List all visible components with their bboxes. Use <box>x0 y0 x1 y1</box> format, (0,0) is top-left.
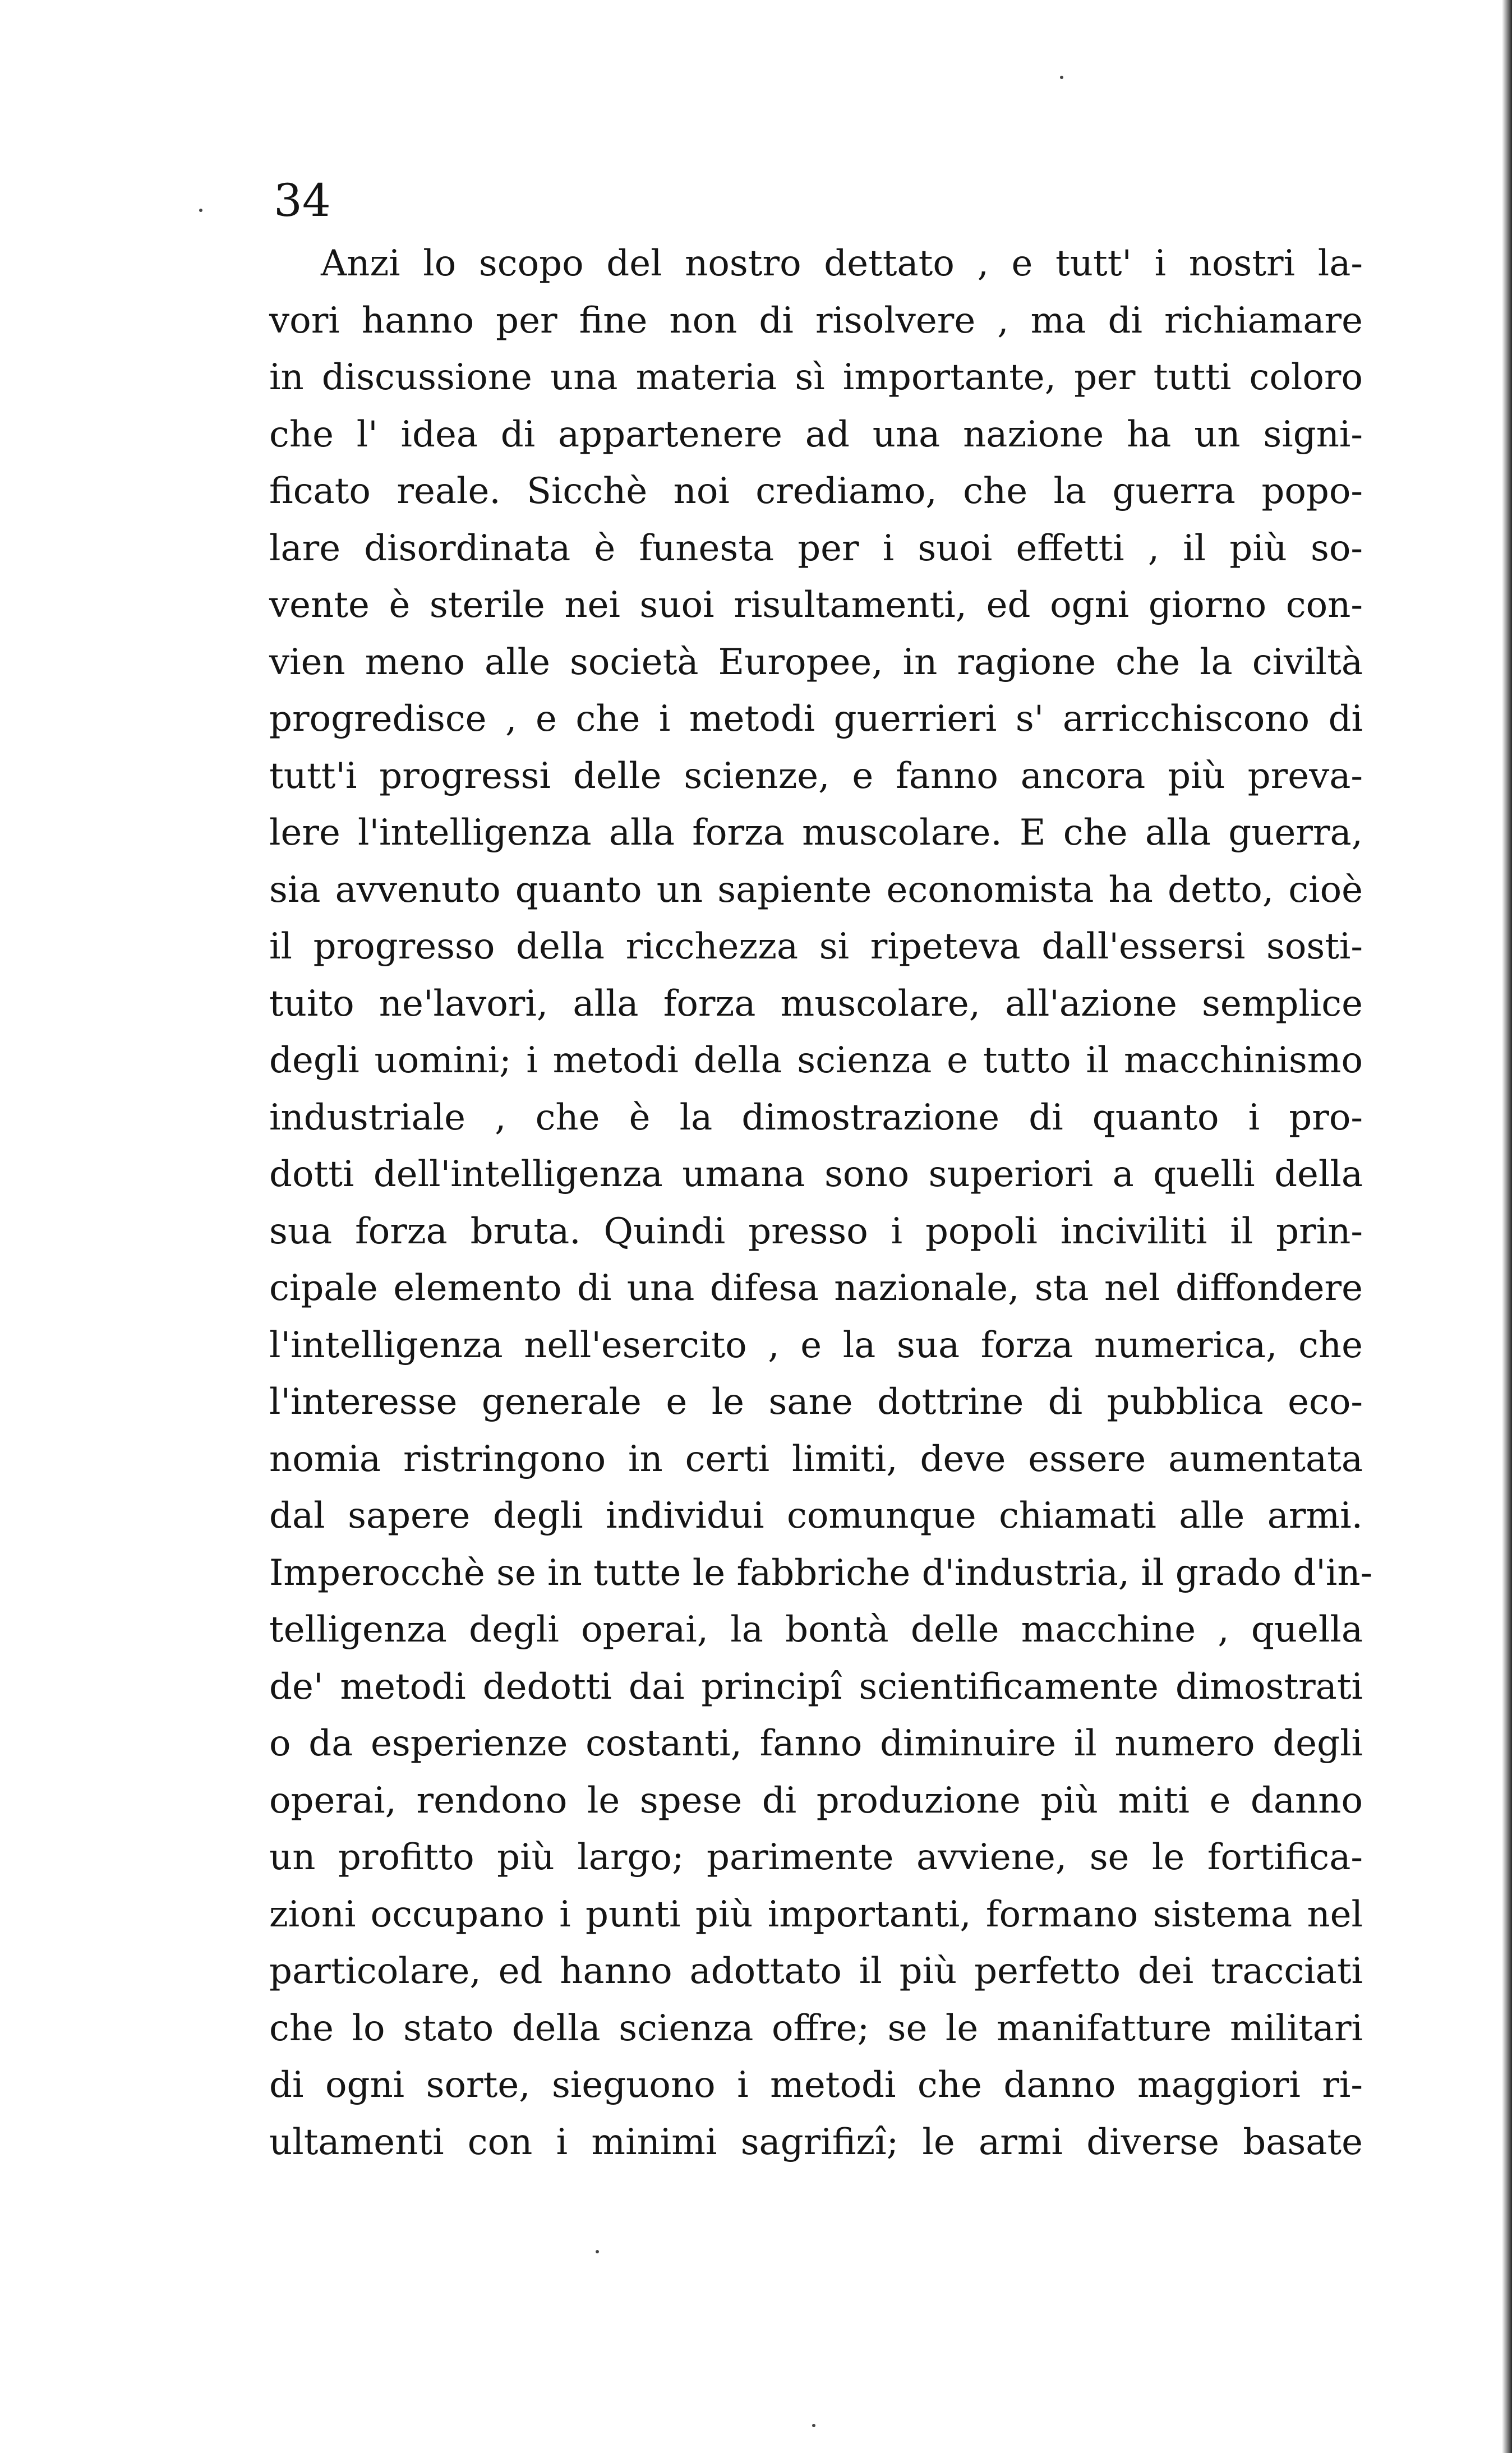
text-line: che l' idea di appartenere ad una nazione ha un signi- <box>269 413 1363 455</box>
text-line: dal sapere degli individui comunque chiamati alle armi. <box>269 1495 1363 1537</box>
text-line: o da esperienze costanti, fanno diminuire il numero degli <box>269 1723 1363 1764</box>
text-line: l'interesse generale e le sane dottrine di pubblica eco- <box>269 1381 1363 1423</box>
text-line: lere l'intelligenza alla forza muscolare. E che alla guerra, <box>269 812 1363 854</box>
text-line: degli uomini; i metodi della scienza e tutto il macchinismo <box>269 1040 1363 1081</box>
page-edge-shadow <box>1502 0 1512 2453</box>
text-line: nomia ristringono in certi limiti, deve essere aumentata <box>269 1438 1363 1480</box>
text-line: un profitto più largo; parimente avviene, se le fortifica- <box>269 1837 1363 1878</box>
text-line: di ogni sorte, sieguono i metodi che danno maggiori ri- <box>269 2064 1363 2106</box>
text-line: progredisce , e che i metodi guerrieri s' arricchiscono di <box>269 698 1363 740</box>
text-line: industriale , che è la dimostrazione di quanto i pro- <box>269 1096 1363 1138</box>
text-line: in discussione una materia sì importante, per tutti coloro <box>269 357 1363 398</box>
text-line: lare disordinata è funesta per i suoi effetti , il più so- <box>269 527 1363 569</box>
text-line: vori hanno per fine non di risolvere , ma di richiamare <box>269 299 1363 342</box>
text-line: tuito ne'lavori, alla forza muscolare, all'azione semplice <box>269 983 1363 1025</box>
text-line: l'intelligenza nell'esercito , e la sua forza numerica, che <box>269 1324 1363 1366</box>
text-line: de' metodi dedotti dai principî scientificamente dimostrati <box>269 1666 1363 1708</box>
text-line: che lo stato della scienza offre; se le manifatture militari <box>269 2007 1363 2049</box>
paper-speck <box>596 2250 599 2253</box>
paper-speck <box>1060 76 1063 79</box>
text-line: vente è sterile nei suoi risultamenti, ed ogni giorno con- <box>269 584 1363 626</box>
paper-speck <box>199 209 202 212</box>
text-line: cipale elemento di una difesa nazionale, sta nel diffondere <box>269 1267 1363 1309</box>
text-line: zioni occupano i punti più importanti, formano sistema nel <box>269 1893 1363 1935</box>
text-line: Imperocchè se in tutte le fabbriche d'industria, il grado d'in- <box>269 1552 1373 1594</box>
page-number: 34 <box>274 174 331 227</box>
text-line: sia avvenuto quanto un sapiente economista ha detto, cioè <box>269 869 1363 911</box>
text-line: particolare, ed hanno adottato il più perfetto dei tracciati <box>269 1951 1363 1992</box>
text-line: ultamenti con i minimi sagrifizî; le armi diverse basate <box>269 2121 1363 2163</box>
text-line: sua forza bruta. Quindi presso i popoli inciviliti il prin- <box>269 1210 1363 1252</box>
text-line: operai, rendono le spese di produzione più miti e danno <box>269 1779 1363 1822</box>
text-line: telligenza degli operai, la bontà delle macchine , quella <box>269 1609 1363 1650</box>
paper-speck <box>812 2424 815 2427</box>
body-text <box>269 236 1373 2171</box>
text-line: dotti dell'intelligenza umana sono superiori a quelli della <box>269 1154 1363 1195</box>
text-line: ficato reale. Sicchè noi crediamo, che la guerra popo- <box>269 471 1363 512</box>
text-line: il progresso della ricchezza si ripeteva dall'essersi sosti- <box>269 926 1363 967</box>
text-line: vien meno alle società Europee, in ragione che la civiltà <box>269 641 1363 683</box>
text-line: tutt'i progressi delle scienze, e fanno ancora più preva- <box>269 755 1363 797</box>
text-line: Anzi lo scopo del nostro dettato , e tutt' i nostri la- <box>321 243 1363 284</box>
